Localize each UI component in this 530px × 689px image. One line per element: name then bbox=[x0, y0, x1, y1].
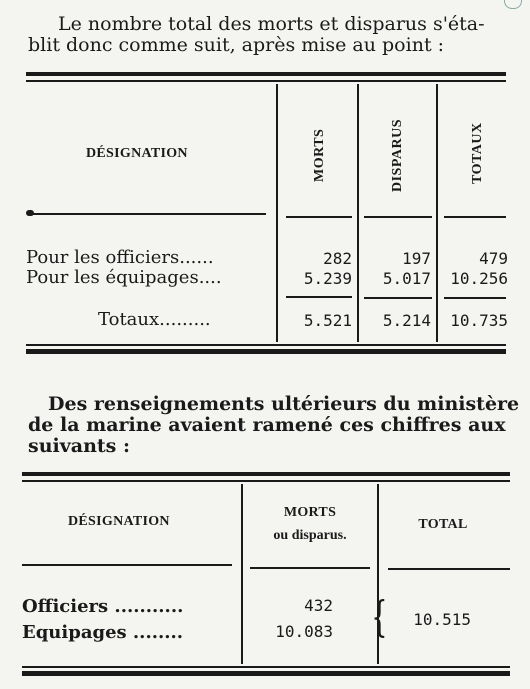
table-1-header-rule-b bbox=[286, 216, 352, 218]
middle-line-3: suivants : bbox=[28, 435, 130, 457]
total-morts: 5.521 bbox=[303, 311, 352, 330]
table-2-header-rule-b bbox=[250, 567, 370, 569]
intro-line-2: blit donc comme suit, après mise au point : bbox=[28, 34, 445, 56]
row-disparus: 197 bbox=[402, 249, 431, 268]
brace: { bbox=[371, 592, 388, 641]
table-1-bottom-rule bbox=[26, 349, 506, 354]
middle-line-2: de la marine avaient ramené ces chiffres aux bbox=[28, 414, 506, 436]
total-disparus: 5.214 bbox=[382, 311, 431, 330]
total-label: Totaux......... bbox=[98, 309, 211, 330]
table-2-top-rule-thin bbox=[22, 480, 510, 482]
table-1-sum-rule-a bbox=[286, 296, 352, 298]
table-1-top-rule-thin bbox=[26, 80, 506, 82]
row-disparus: 5.017 bbox=[382, 269, 431, 288]
table-1-header-totaux: TOTAUX bbox=[470, 122, 485, 184]
row-label: Pour les équipages.... bbox=[26, 267, 222, 288]
table-1-header-rule-cap bbox=[26, 210, 34, 216]
row-totaux: 10.256 bbox=[450, 269, 508, 288]
table-1-header-disparus: DISPARUS bbox=[390, 119, 405, 192]
table-2-bottom-rule-thin bbox=[22, 666, 510, 668]
row-value: 10.083 bbox=[275, 622, 333, 641]
table-2-header-rule-a bbox=[22, 564, 232, 566]
table-2-header-designation: DÉSIGNATION bbox=[68, 514, 170, 529]
row-label: Officiers ........... bbox=[22, 596, 184, 617]
table-2-total-value: 10.515 bbox=[413, 610, 471, 629]
row-morts: 282 bbox=[323, 249, 352, 268]
table-2-header-morts: MORTS bbox=[283, 505, 337, 520]
table-1-vline-2 bbox=[357, 84, 359, 342]
table-2-top-rule bbox=[22, 472, 510, 476]
table-1-bottom-rule-thin bbox=[26, 344, 506, 346]
table-2-bottom-rule bbox=[22, 671, 510, 676]
table-1-vline-1 bbox=[276, 84, 278, 342]
row-morts: 5.239 bbox=[303, 269, 352, 288]
row-totaux: 479 bbox=[479, 249, 508, 268]
row-label: Equipages ........ bbox=[22, 622, 184, 643]
table-1-vline-3 bbox=[436, 84, 438, 342]
table-1-header-rule-a bbox=[30, 213, 266, 215]
row-value: 432 bbox=[304, 596, 333, 615]
table-2-header-total: TOTAL bbox=[418, 517, 468, 532]
table-2-header-morts-sub: ou disparus. bbox=[273, 528, 347, 543]
table-1-sum-rule-c bbox=[444, 297, 506, 299]
table-1-sum-rule-b bbox=[364, 297, 432, 299]
table-1-header-rule-c bbox=[364, 216, 432, 218]
table-1-header-rule-d bbox=[444, 216, 506, 218]
table-2-header-rule-c bbox=[388, 568, 510, 570]
row-label: Pour les officiers...... bbox=[26, 247, 214, 268]
middle-line-1: Des renseignements ultérieurs du ministère bbox=[48, 393, 520, 415]
intro-line-1: Le nombre total des morts et disparus s'éta- bbox=[58, 13, 485, 35]
total-totaux: 10.735 bbox=[450, 311, 508, 330]
table-1-header-morts: MORTS bbox=[312, 128, 327, 182]
table-1-header-designation: DÉSIGNATION bbox=[86, 146, 188, 161]
table-1-top-rule bbox=[26, 72, 506, 76]
corner-mark bbox=[504, 0, 522, 9]
